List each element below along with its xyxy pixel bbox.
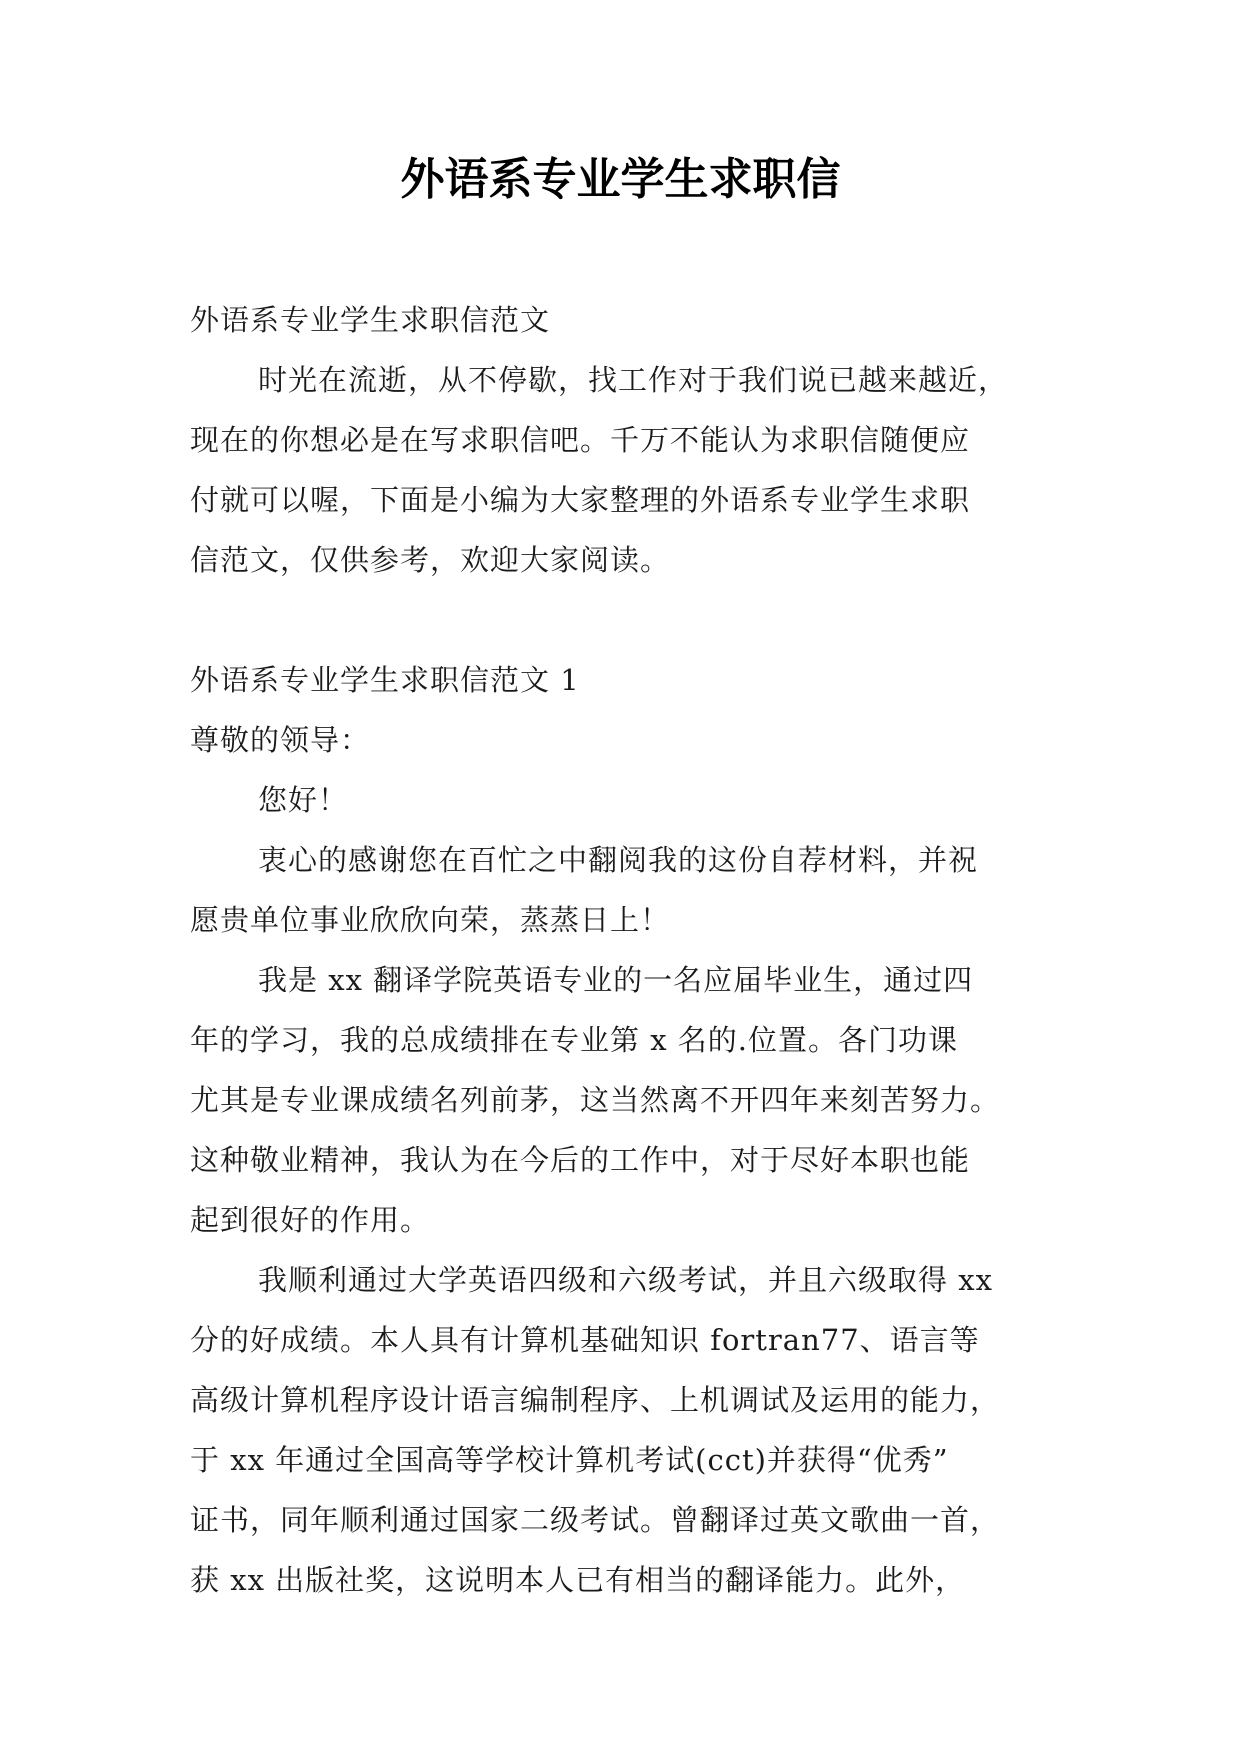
paragraph-line: 我是 xx 翻译学院英语专业的一名应届毕业生，通过四 (258, 963, 974, 997)
paragraph-3 (190, 1250, 1050, 1610)
document-body (190, 290, 1050, 1610)
paragraph-line: 证书，同年顺利通过国家二级考试。曾翻译过英文歌曲一首， (190, 1503, 1001, 1537)
paragraph-line: 年的学习，我的总成绩排在专业第 x 名的.位置。各门功课 (190, 1023, 959, 1057)
paragraph-1 (190, 830, 1050, 950)
paragraph-2 (190, 950, 1050, 1250)
intro-line: 现在的你想必是在写求职信吧。千万不能认为求职信随便应 (190, 423, 971, 457)
paragraph-line: 这种敬业精神，我认为在今后的工作中，对于尽好本职也能 (190, 1143, 971, 1177)
greeting: 您好！ (258, 783, 349, 817)
paragraph-line: 于 xx 年通过全国高等学校计算机考试(cct)并获得“优秀” (190, 1443, 949, 1477)
intro-line: 付就可以喔，下面是小编为大家整理的外语系专业学生求职 (190, 483, 971, 517)
paragraph-line: 起到很好的作用。 (190, 1203, 431, 1237)
document-title: 外语系专业学生求职信 (400, 154, 841, 205)
paragraph-line: 衷心的感谢您在百忙之中翻阅我的这份自荐材料，并祝 (258, 843, 979, 877)
paragraph-line: 尤其是专业课成绩名列前茅，这当然离不开四年来刻苦努力。 (190, 1083, 1001, 1117)
blank-line (190, 590, 1050, 650)
section-title: 外语系专业学生求职信范文 1 (190, 663, 580, 697)
paragraph-line: 分的好成绩。本人具有计算机基础知识 fortran77、语言等 (190, 1323, 980, 1357)
paragraph-line: 获 xx 出版社奖，这说明本人已有相当的翻译能力。此外， (190, 1563, 966, 1597)
paragraph-line: 愿贵单位事业欣欣向荣，蒸蒸日上！ (190, 903, 671, 937)
intro-paragraph (190, 350, 1050, 590)
intro-line: 时光在流逝，从不停歇，找工作对于我们说已越来越近， (258, 363, 1009, 397)
paragraph-line: 我顺利通过大学英语四级和六级考试，并且六级取得 xx (258, 1263, 993, 1297)
paragraph-line: 高级计算机程序设计语言编制程序、上机调试及运用的能力， (190, 1383, 1001, 1417)
salutation: 尊敬的领导： (190, 723, 371, 757)
subtitle: 外语系专业学生求职信范文 (190, 303, 551, 337)
intro-line: 信范文，仅供参考，欢迎大家阅读。 (190, 543, 671, 577)
